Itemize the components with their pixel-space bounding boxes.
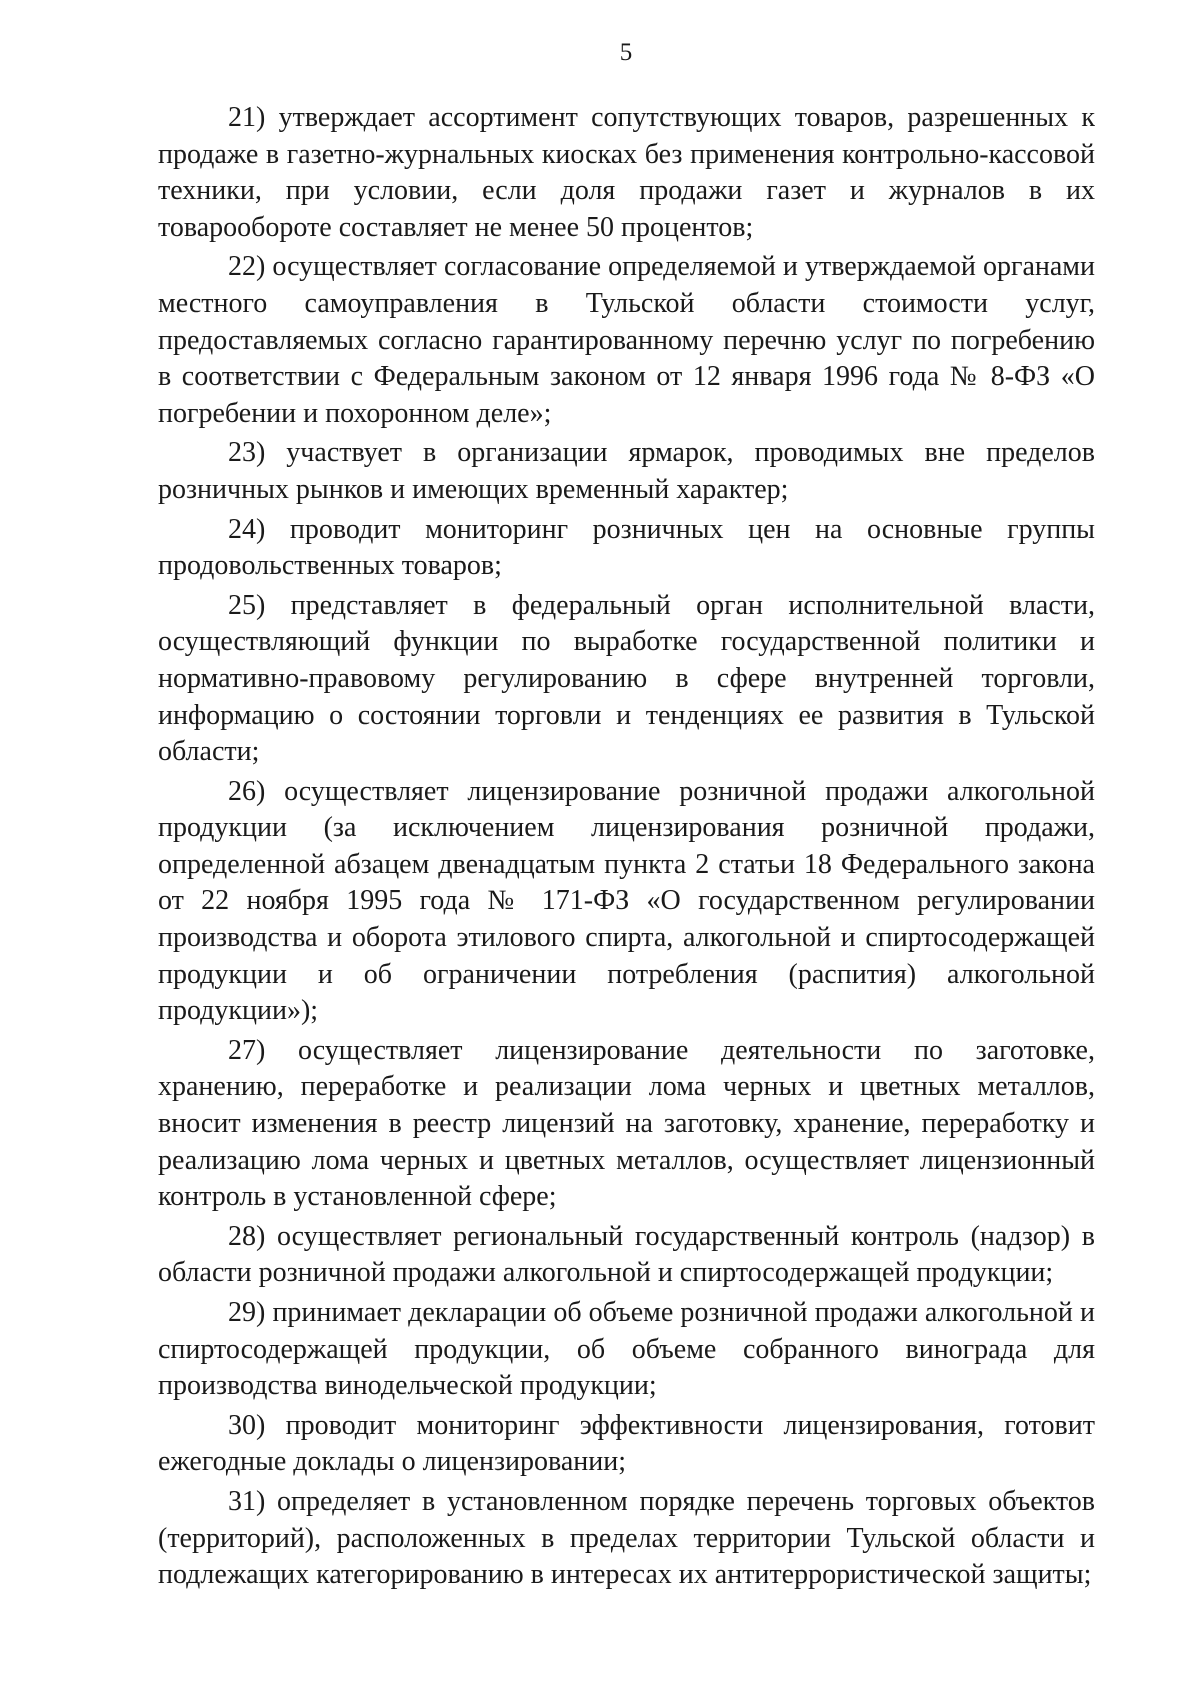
paragraph-22: 22) осуществляет согласование определяемой и утверждаемой органами местного самоуправления в Тульской области стоимости услуг, предоставляемых согласно гарантированному перечню услуг по погребению в соответствии с Федеральным законом от 12 января 1996 года № 8-ФЗ «О погребении и похоронном деле»; xyxy=(158,251,1095,429)
paragraph-21: 21) утверждает ассортимент сопутствующих товаров, разрешенных к продаже в газетно-журнальных киосках без применения контрольно-кассовой техники, при условии, если доля продажи газет и журналов в их товарообороте составляет не менее 50 процентов; xyxy=(158,102,1095,243)
paragraph-24: 24) проводит мониторинг розничных цен на основные группы продовольственных товаров; xyxy=(158,513,1095,582)
page-number: 5 xyxy=(619,39,633,66)
paragraph-27: 27) осуществляет лицензирование деятельности по заготовке, хранению, переработке и реализации лома черных и цветных металлов, вносит изменения в реестр лицензий на заготовку, хранение, переработку и реализацию лома черных и цветных металлов, осуществляет лицензионный контроль в установленной сфере; xyxy=(158,1034,1095,1213)
paragraph-28: 28) осуществляет региональный государственный контроль (надзор) в области розничной продажи алкогольной и спиртосодержащей продукции; xyxy=(158,1220,1095,1289)
paragraph-26: 26) осуществляет лицензирование розничной продажи алкогольной продукции (за исключением лицензирования розничной продажи, определенной абзацем двенадцатым пункта 2 статьи 18 Федерального закона от 22 ноября 1995 года № 171-ФЗ «О государственном регулировании производства и оборота этилового спирта, алкогольной и спиртосодержащей продукции и об ограничении потребления (распития) алкогольной продукции»); xyxy=(158,775,1095,1027)
document-body xyxy=(158,100,1095,1597)
paragraph-31: 31) определяет в установленном порядке перечень торговых объектов (территорий), расположенных в пределах территории Тульской области и подлежащих категорированию в интересах их антитеррористической защиты; xyxy=(158,1485,1095,1591)
paragraph-23: 23) участвует в организации ярмарок, проводимых вне пределов розничных рынков и имеющих временный характер; xyxy=(158,437,1095,505)
paragraph-25: 25) представляет в федеральный орган исполнительной власти, осуществляющий функции по выработке государственной политики и нормативно-правовому регулированию в сфере внутренней торговли, информацию о состоянии торговли и тенденциях ее развития в Тульской области; xyxy=(158,589,1095,768)
paragraph-29: 29) принимает декларации об объеме розничной продажи алкогольной и спиртосодержащей продукции, об объеме собранного винограда для производства винодельческой продукции; xyxy=(158,1297,1095,1402)
paragraph-30: 30) проводит мониторинг эффективности лицензирования, готовит ежегодные доклады о лицензировании; xyxy=(158,1409,1095,1478)
